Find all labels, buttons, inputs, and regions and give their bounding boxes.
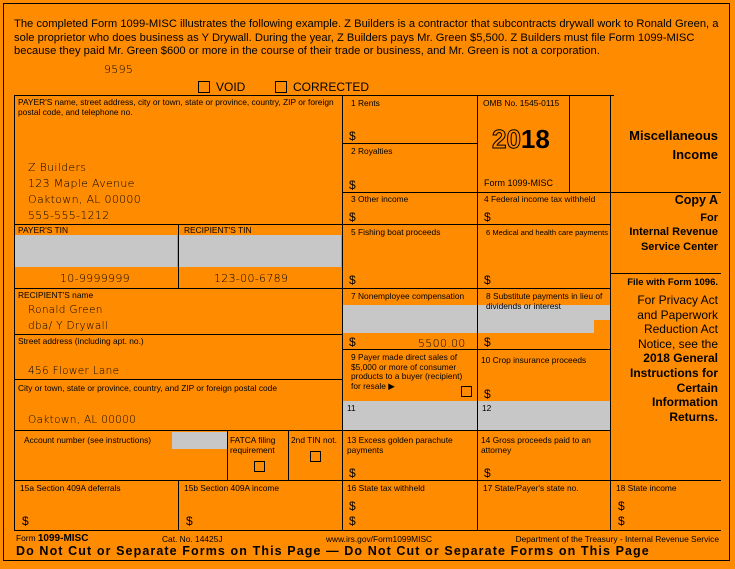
box-18-label: 18 State income bbox=[616, 483, 677, 493]
tax-year-suffix: 18 bbox=[520, 124, 550, 154]
omb-number: OMB No. 1545-0115 bbox=[483, 98, 560, 108]
corrected-checkbox[interactable] bbox=[275, 81, 287, 93]
void-label: VOID bbox=[216, 80, 246, 94]
void-checkbox[interactable] bbox=[198, 81, 210, 93]
box-10-dollar: $ bbox=[484, 387, 491, 401]
privacy-bold-5: Returns. bbox=[669, 409, 718, 424]
privacy-line-4: Notice, see the bbox=[637, 336, 718, 351]
payer-phone: 555-555-1212 bbox=[28, 209, 110, 222]
privacy-line-1: For Privacy Act bbox=[637, 293, 718, 307]
recipient-name: Ronald Green bbox=[28, 304, 103, 316]
form-title bbox=[629, 126, 718, 164]
privacy-bold-3: Certain bbox=[676, 380, 718, 395]
box-9-checkbox[interactable] bbox=[461, 386, 472, 397]
recipient-tin-value: 123-00-6789 bbox=[214, 272, 289, 285]
box-15b-dollar: $ bbox=[186, 514, 193, 528]
payer-tin-value: 10-9999999 bbox=[60, 272, 130, 285]
privacy-bold-4: Information bbox=[652, 395, 718, 410]
recipient-dba: dba/ Y Drywall bbox=[28, 320, 109, 332]
second-tin-label: 2nd TIN not. bbox=[291, 435, 337, 445]
box-1-dollar: $ bbox=[349, 129, 356, 143]
box-8-dollar: $ bbox=[484, 335, 491, 349]
for-irs-2: Internal Revenue bbox=[629, 226, 718, 238]
payer-city: Oaktown, AL 00000 bbox=[28, 193, 142, 206]
box-7-dollar: $ bbox=[349, 335, 356, 349]
intro-text: The completed Form 1099-MISC illustrates the following example. Z Builders is a contractor that subcontracts drywall work to Ronald Green, a sole proprietor who does business as Y Drywall. During the year, Z Builders pays Mr. Green $5,500. Z Builders must file Form 1099-MISC because they paid Mr. Green $600 or more in the course of their trade or business, and Mr. Green is not a corporation. bbox=[14, 18, 719, 58]
recipient-city: Oaktown, AL 00000 bbox=[28, 414, 137, 426]
footer-cat-no: Cat. No. 14425J bbox=[162, 534, 223, 544]
copy-a-block bbox=[629, 193, 718, 254]
box-3-label: 3 Other income bbox=[351, 194, 409, 204]
box-10-label: 10 Crop insurance proceeds bbox=[481, 355, 587, 365]
box-15b-label: 15b Section 409A income bbox=[184, 483, 279, 493]
box-6-dollar: $ bbox=[484, 273, 491, 287]
second-tin-checkbox[interactable] bbox=[310, 451, 321, 462]
box-9-label: 9 Payer made direct sales of $5,000 or more of consumer products to a buyer (recipient) for resale ▶ bbox=[351, 352, 463, 391]
payer-tin-label: PAYER'S TIN bbox=[18, 225, 68, 235]
payer-name: Z Builders bbox=[28, 161, 87, 174]
box-18-dollar-2: $ bbox=[618, 514, 625, 528]
box-17-label: 17 State/Payer's state no. bbox=[483, 483, 579, 493]
do-not-cut-notice: Do Not Cut or Separate Forms on This Page — Do Not Cut or Separate Forms on This Page bbox=[16, 544, 650, 558]
privacy-bold-2: Instructions for bbox=[629, 365, 718, 380]
box-8-label: 8 Substitute payments in lieu of dividends or interest bbox=[486, 291, 603, 311]
for-irs-3: Service Center bbox=[640, 240, 718, 253]
box-6-label: 6 Medical and health care payments bbox=[486, 228, 608, 237]
recipient-tin-label: RECIPIENT'S TIN bbox=[184, 225, 252, 235]
recipient-street-label: Street address (including apt. no.) bbox=[18, 336, 144, 346]
footer-form-prefix: Form bbox=[16, 533, 36, 543]
box-7-label: 7 Nonemployee compensation bbox=[351, 291, 465, 301]
box-13-label: 13 Excess golden parachute payments bbox=[347, 435, 453, 455]
footer-form-name: 1099-MISC bbox=[37, 533, 89, 544]
corrected-label: CORRECTED bbox=[293, 80, 370, 94]
payer-label: PAYER'S name, street address, city or town, state or province, country, ZIP or foreign postal code, and telephone no. bbox=[18, 97, 334, 117]
box-7-value: 5500.00 bbox=[418, 337, 466, 350]
box-18-dollar-1: $ bbox=[618, 499, 625, 513]
privacy-line-2: and Paperwork bbox=[637, 307, 718, 322]
fatca-label: FATCA filing requirement bbox=[230, 435, 276, 455]
tax-year-prefix: 20 bbox=[492, 124, 521, 154]
form-title-line-2: Income bbox=[672, 147, 718, 162]
box-1-label: 1 Rents bbox=[351, 98, 380, 108]
box-14-label: 14 Gross proceeds paid to an attorney bbox=[481, 435, 591, 455]
account-number-label: Account number (see instructions) bbox=[24, 435, 152, 445]
box-5-label: 5 Fishing boat proceeds bbox=[351, 227, 441, 237]
box-4-label: 4 Federal income tax withheld bbox=[484, 194, 596, 204]
box-3-dollar: $ bbox=[349, 210, 356, 224]
footer-department: Department of the Treasury - Internal Revenue Service bbox=[515, 534, 719, 544]
box-13-dollar: $ bbox=[349, 466, 356, 480]
form-title-line-1: Miscellaneous bbox=[629, 128, 718, 143]
box-12-label: 12 bbox=[482, 403, 492, 413]
box-11-label: 11 bbox=[347, 403, 356, 413]
recipient-name-label: RECIPIENT'S name bbox=[18, 290, 94, 300]
box-5-dollar: $ bbox=[349, 273, 356, 287]
copy-a-label: Copy A bbox=[674, 193, 718, 207]
payer-street: 123 Maple Avenue bbox=[28, 177, 135, 190]
box-15a-dollar: $ bbox=[22, 514, 29, 528]
recipient-city-label: City or town, state or province, country, and ZIP or foreign postal code bbox=[18, 383, 277, 393]
privacy-line-3: Reduction Act bbox=[643, 322, 718, 337]
form-name-small: Form 1099-MISC bbox=[484, 178, 554, 188]
file-with-1096: File with Form 1096. bbox=[627, 277, 718, 288]
box-4-dollar: $ bbox=[484, 210, 491, 224]
form-page bbox=[3, 3, 730, 561]
form-code: 9595 bbox=[104, 63, 134, 76]
box-16-label: 16 State tax withheld bbox=[347, 483, 425, 493]
box-14-dollar: $ bbox=[484, 466, 491, 480]
for-irs-1: For bbox=[700, 211, 718, 224]
fatca-checkbox[interactable] bbox=[254, 461, 265, 472]
box-2-dollar: $ bbox=[349, 178, 356, 192]
tax-year bbox=[492, 124, 550, 155]
box-16-dollar-1: $ bbox=[349, 499, 356, 513]
privacy-notice bbox=[630, 293, 718, 424]
box-2-label: 2 Royalties bbox=[351, 146, 393, 156]
footer-form bbox=[16, 533, 88, 544]
privacy-bold-1: 2018 General bbox=[643, 351, 718, 366]
box-15a-label: 15a Section 409A deferrals bbox=[20, 483, 121, 493]
box-16-dollar-2: $ bbox=[349, 514, 356, 528]
footer-url: www.irs.gov/Form1099MISC bbox=[326, 534, 433, 544]
recipient-street: 456 Flower Lane bbox=[28, 365, 120, 377]
